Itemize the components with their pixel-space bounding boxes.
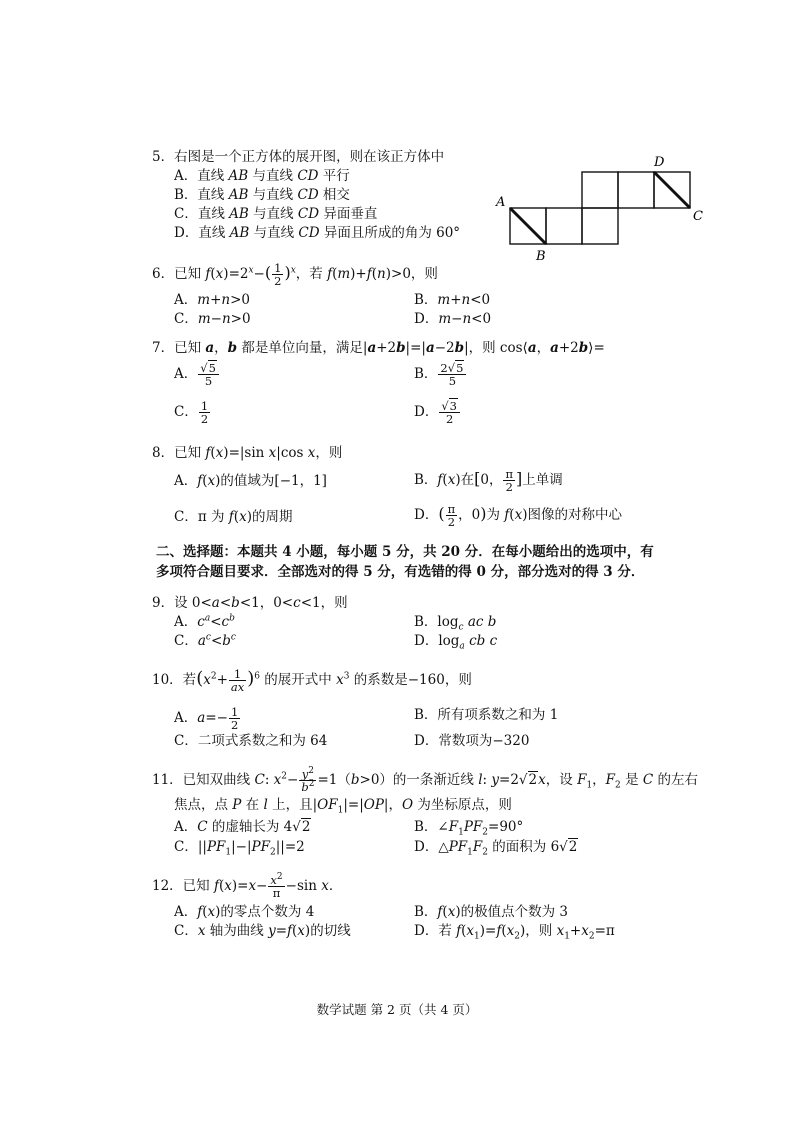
q11-stem-1: 11．已知双曲线 C: $x^2-$ $\frac{y^2}{b^2}$ =1（b>0）的一条渐近线 l: y=2√2x，设 $F_1$，$F_2$ 是 C 的左右 [152,766,699,794]
q11-option-a: A．C 的虚轴长为 4√2 [174,819,311,835]
section-2-header: 二、选择题：本题共 4 小题，每小题 5 分，共 20 分．在每小题给出的选项中，有多项符合题目要求．全部选对的得 5 分，有选错的得 0 分，部分选对的得 3 分． [156,544,654,580]
q9-option-c: C．$a^c<b^c$ [174,632,236,649]
q12-option-b: B．f(x)的极值点个数为 3 [414,904,568,920]
q10-option-a: A．a=− $\frac{1}{2}$ [174,705,239,732]
label-c: C [693,209,703,224]
q8-option-d: D．( $\frac{\pi}{2}$ ，0)为 f(x)图像的对称中心 [414,502,622,529]
q7-option-c: C． $\frac{1}{2}$ [174,399,209,426]
q7-stem: 7．已知 a，b 都是单位向量，满足|a+2b|=|a−2b|，则 cos⟨a，a+2b⟩= [152,340,605,356]
q5-option-a: A．直线 AB 与直线 CD 平行 [174,168,350,184]
q11-option-c: C．$||PF_1|-|PF_2||=2$ [174,839,305,858]
q6-option-b: B．m+n<0 [414,292,491,308]
q12-option-c: C．x 轴为曲线 y=f(x)的切线 [174,923,351,939]
q7-option-b: B． $\frac{2√5}{5}$ [414,362,467,387]
q9-option-b: B．$\log_c$ ac b [414,614,497,633]
q6-option-d: D．m−n<0 [414,311,492,327]
q10-option-b: B．所有项系数之和为 1 [414,707,559,723]
q7-option-d: D． $\frac{√3}{2}$ [414,400,461,425]
q10-stem: 10．若($x^2+$ $\frac{1}{ax}$ )$^6$ 的展开式中 $x^3$ 的系数是−160，则 [152,667,472,694]
q12-stem: 12．已知 f(x)=x− $\frac{x^2}{\pi}$ −sin x． [152,872,343,900]
edge-ab [510,208,546,244]
q9-option-a: A．$c^a<c^b$ [174,613,235,630]
q11-option-b: B．$\angle F_1PF_2=90^\circ$ [414,819,524,838]
q7-option-a: A． $\frac{√5}{5}$ [174,362,220,387]
q11-stem-2: 焦点，点 P 在 l 上，且$|OF_1|=|OP|$，O 为坐标原点，则 [174,797,512,816]
cube-net-figure [490,150,710,265]
q11-option-d: D．$\triangle PF_1F_2$ 的面积为 6√2 [414,839,578,858]
q9-option-d: D．$\log_a$ cb c [414,633,498,652]
label-a: A [496,195,506,210]
q5-option-b: B．直线 AB 与直线 CD 相交 [174,187,350,203]
q6-option-a: A．m+n>0 [174,292,250,308]
label-d: D [654,155,665,170]
q5-stem: 5．右图是一个正方体的展开图，则在该正方体中 [152,149,445,165]
q9-stem: 9．设 0<a<b<1，0<c<1，则 [152,595,348,611]
q6-option-c: C．m−n>0 [174,311,251,327]
q8-option-a: A．f(x)的值域为[−1，1] [174,473,327,489]
page-footer: 数学试题 第 2 页（共 4 页） [316,1002,478,1017]
q8-stem: 8．已知 f(x)=|sin x|cos x，则 [152,445,343,461]
q5-option-c: C．直线 AB 与直线 CD 异面垂直 [174,206,378,222]
q5-option-d: D．直线 AB 与直线 CD 异面且所成的角为 60° [174,225,461,241]
q12-option-a: A．f(x)的零点个数为 4 [174,904,315,920]
q8-option-c: C．π 为 f(x)的周期 [174,509,293,525]
q10-option-d: D．常数项为−320 [414,733,530,749]
label-b: B [536,249,546,264]
q10-option-c: C．二项式系数之和为 64 [174,733,328,749]
q12-option-d: D．若 $f(x_1)=f(x_2)$，则 $x_1+x_2=\pi$ [414,923,615,942]
q6-stem: 6．已知 $f(x)=2^x-$( $\frac{1}{2}$ )$^x$，若 f(m)+f(n)>0，则 [152,261,438,288]
edge-cd [654,172,690,208]
q8-option-b: B．f(x)在[0， $\frac{\pi}{2}$ ]上单调 [414,467,563,494]
